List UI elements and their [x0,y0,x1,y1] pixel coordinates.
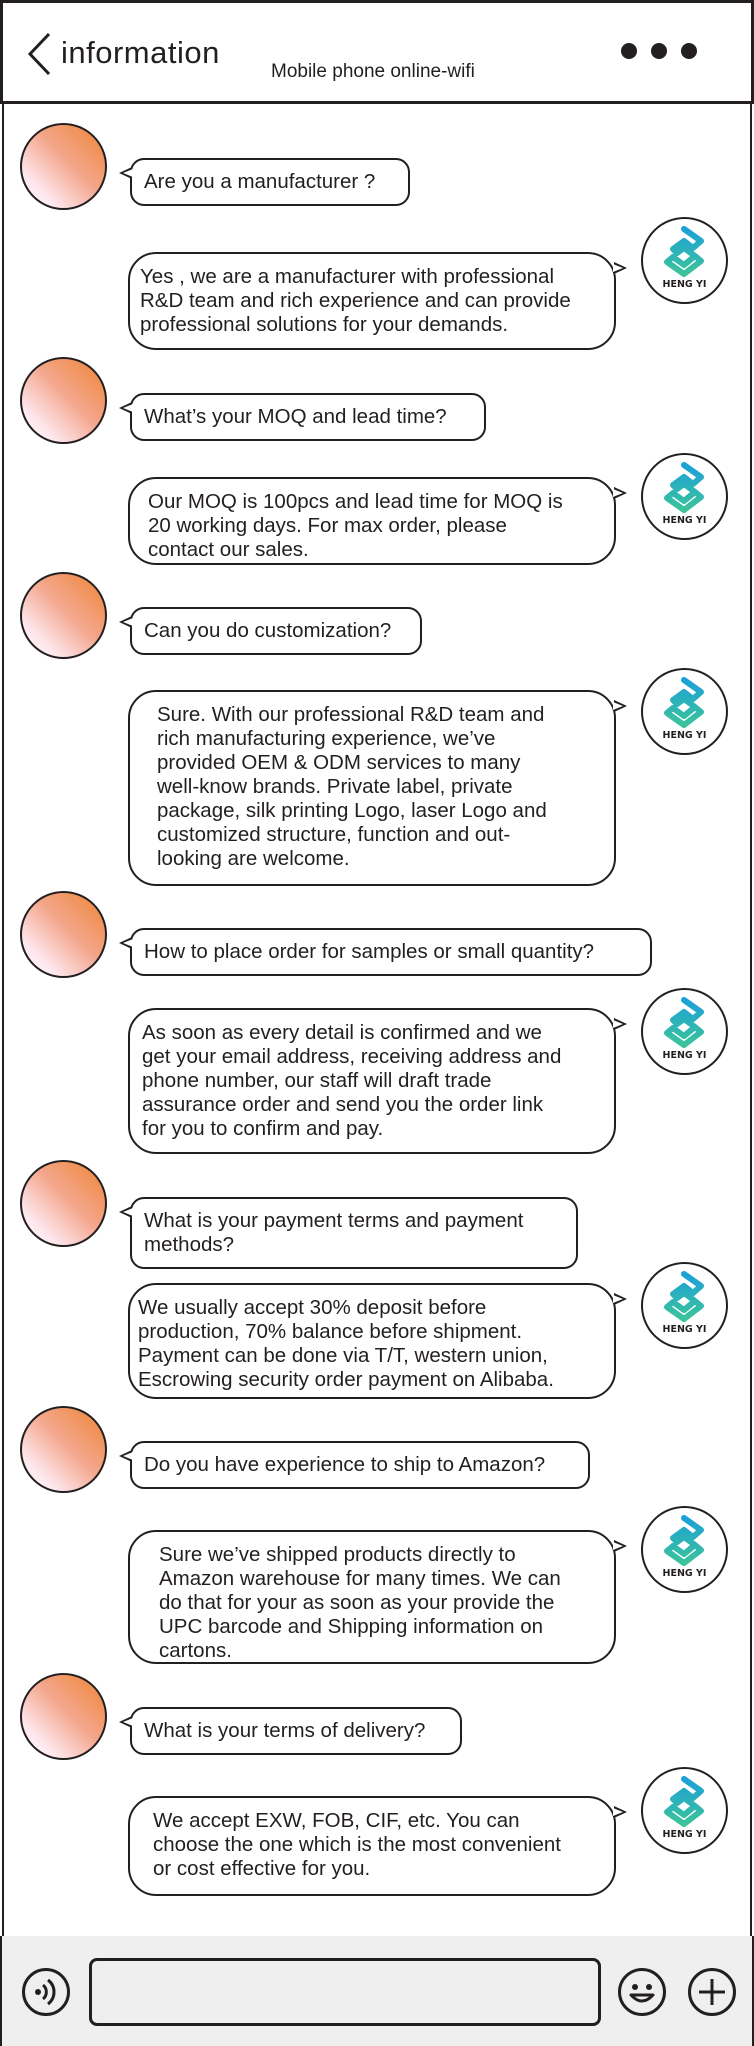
hengyi-logo-icon[interactable] [641,988,728,1075]
answer-bubble [128,690,616,886]
connection-status: Mobile phone online-wifi [271,61,475,82]
brand-logo-text: HENG YI [662,279,707,290]
brand-logo-text: HENG YI [662,1568,707,1579]
hengyi-logo-icon[interactable] [641,668,728,755]
answer-bubble [128,1530,616,1664]
hengyi-logo-icon[interactable] [641,453,728,540]
question-bubble [130,393,486,441]
brand-logo-text: HENG YI [662,1324,707,1335]
customer-avatar[interactable] [20,1160,107,1247]
question-text: Can you do customization? [144,619,392,642]
hengyi-logo-icon[interactable] [641,1506,728,1593]
page-title: information [61,35,220,70]
question-text: What’s your MOQ and lead time? [144,405,447,428]
question-text: Are you a manufacturer ? [144,170,376,193]
answer-bubble [128,1008,616,1154]
answer-text: Our MOQ is 100pcs and lead time for MOQ is 20 working days. For max order, please contact our sales. [148,490,563,561]
customer-avatar[interactable] [20,357,107,444]
customer-avatar[interactable] [20,572,107,659]
question-text: What is your terms of delivery? [144,1719,426,1742]
more-options-icon[interactable] [619,43,699,65]
brand-logo-text: HENG YI [662,515,707,526]
hengyi-logo-icon[interactable] [641,1767,728,1854]
emoji-icon[interactable] [618,1968,666,2016]
answer-text: As soon as every detail is confirmed and we get your email address, receiving address and phone number, our staff will draft trade assurance order and send you the order link for you to confirm and pay. [142,1021,562,1140]
customer-avatar[interactable] [20,891,107,978]
answer-text: Sure. With our professional R&D team and rich manufacturing experience, we’ve provided OEM & ODM services to many well-know brands. Private label, private package, silk printing Logo, laser Logo and customized structure, function and out- looking are welcome. [157,703,547,870]
header-bar [0,0,754,104]
answer-bubble [128,252,616,350]
customer-avatar[interactable] [20,123,107,210]
answer-bubble [128,1796,616,1896]
brand-logo-text: HENG YI [662,1050,707,1061]
back-arrow-icon[interactable] [25,31,55,77]
answer-text: We accept EXW, FOB, CIF, etc. You can choose the one which is the most convenient or cost effective for you. [153,1809,561,1880]
plus-icon[interactable] [688,1968,736,2016]
question-text: How to place order for samples or small quantity? [144,940,595,963]
question-bubble [130,1197,578,1269]
question-bubble [130,607,422,655]
question-bubble [130,158,410,206]
question-bubble [130,1707,462,1755]
brand-logo-text: HENG YI [662,730,707,741]
question-bubble [130,928,652,976]
message-input[interactable] [89,1958,601,2026]
question-text: Do you have experience to ship to Amazon? [144,1453,546,1476]
customer-avatar[interactable] [20,1673,107,1760]
voice-icon[interactable] [22,1968,70,2016]
question-bubble [130,1441,590,1489]
composer-bar [0,1936,754,2046]
answer-text: Sure we’ve shipped products directly to Amazon warehouse for many times. We can do that for your as soon as your provide the UPC barcode and Shipping information on cartons. [159,1543,561,1662]
answer-text: We usually accept 30% deposit before production, 70% balance before shipment. Payment can be done via T/T, western union, Escrowing security order payment on Alibaba. [138,1296,554,1391]
question-text: What is your payment terms and payment methods? [144,1209,524,1256]
hengyi-logo-icon[interactable] [641,217,728,304]
brand-logo-text: HENG YI [662,1829,707,1840]
customer-avatar[interactable] [20,1406,107,1493]
answer-bubble [128,477,616,565]
answer-bubble [128,1283,616,1399]
hengyi-logo-icon[interactable] [641,1262,728,1349]
answer-text: Yes , we are a manufacturer with professional R&D team and rich experience and can provide professional solutions for your demands. [140,265,571,336]
